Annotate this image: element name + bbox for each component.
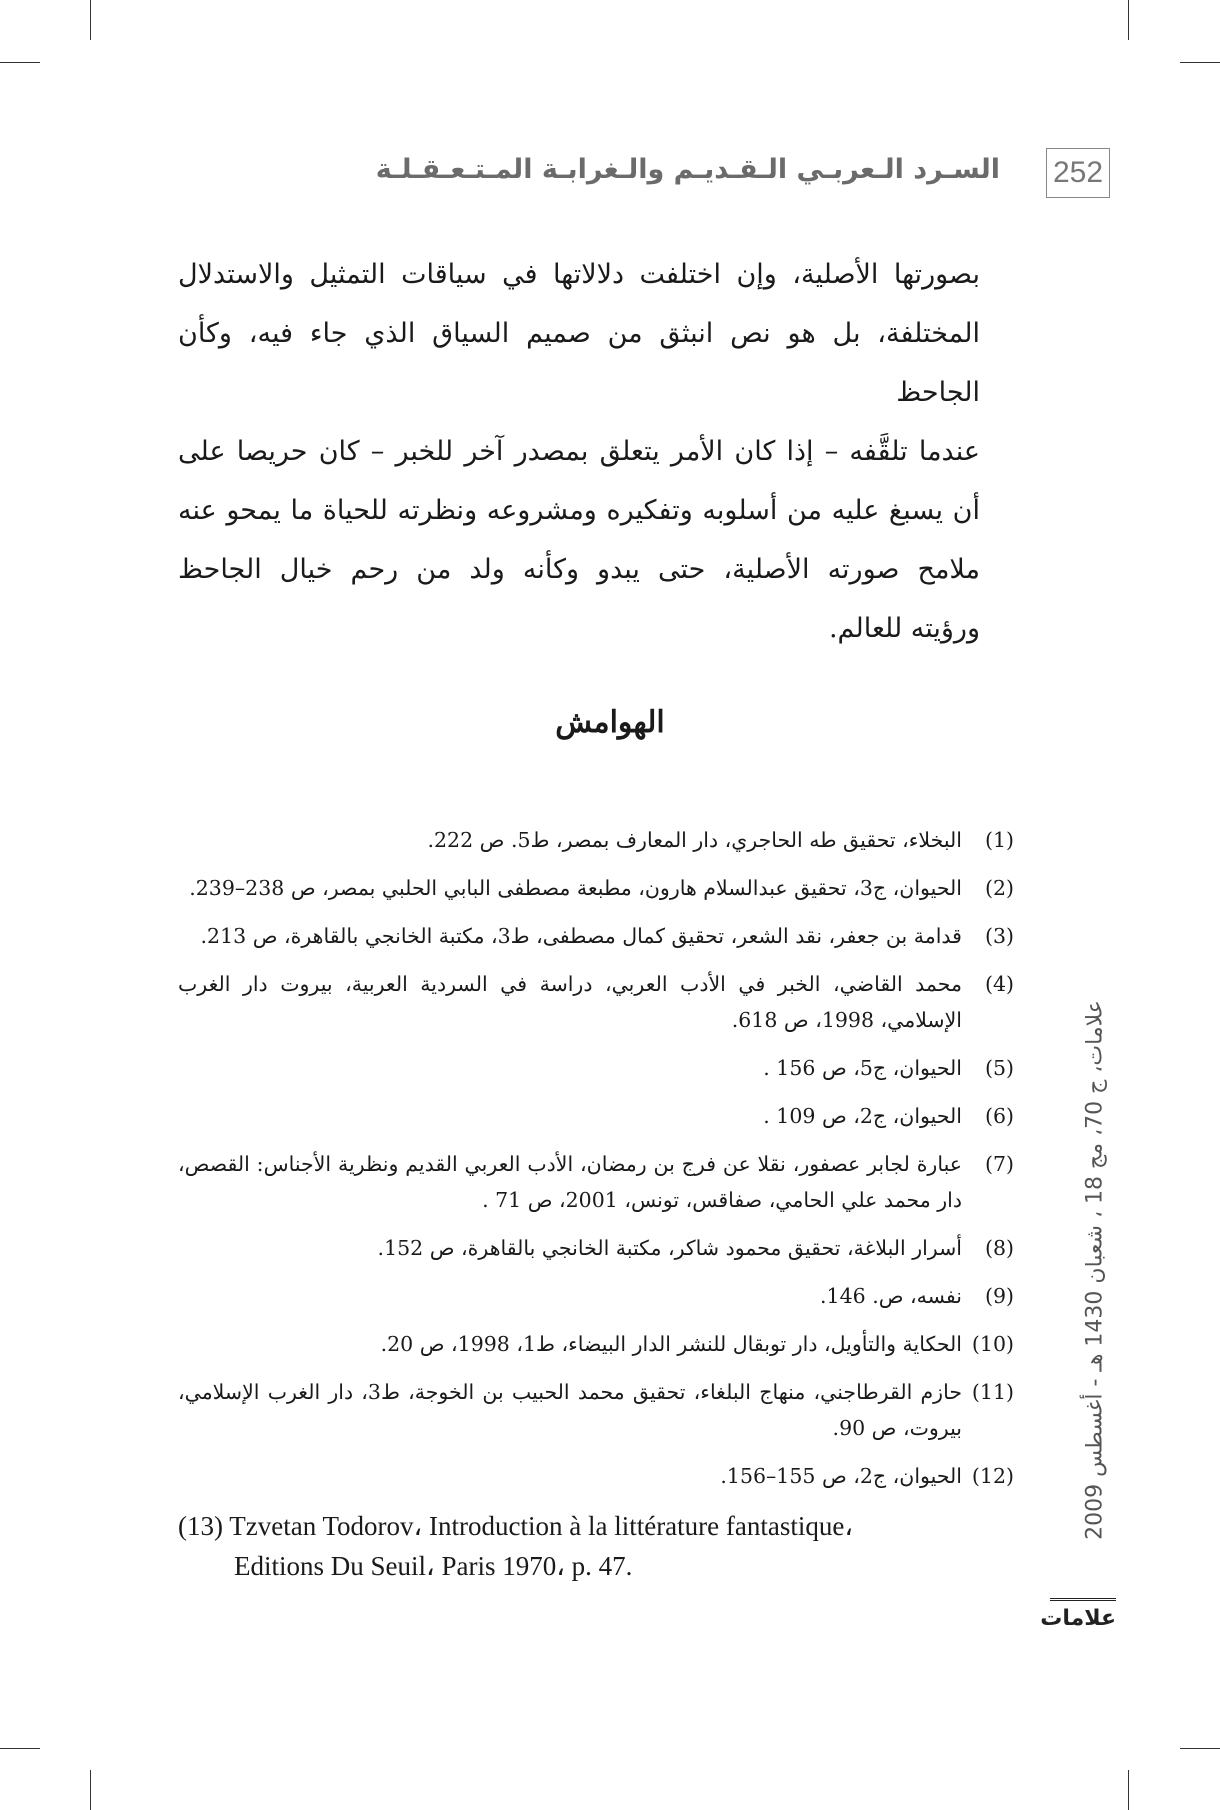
footnote [178, 1458, 1014, 1494]
footnote-number: (1) [984, 828, 1014, 852]
footnote [178, 1374, 1014, 1446]
crop-mark [1128, 1770, 1129, 1810]
footnote-number: (12) [971, 1464, 1014, 1488]
footnote-text: حازم القرطاجني، منهاج البلغاء، تحقيق محمد الحبيب بن الخوجة، ط3، دار الغرب الإسلامي، بيروت، ص 90. [178, 1380, 962, 1440]
footnote-text: نفسه، ص. 146. [820, 1284, 962, 1308]
notes-heading: الهوامش [555, 705, 665, 740]
body-line: عندما تلقَّفه – إذا كان الأمر يتعلق بمصدر آخر للخبر – كان حريصا على [178, 436, 980, 467]
crop-mark [90, 0, 91, 40]
footnote [178, 1326, 1014, 1362]
footnote-text: قدامة بن جعفر، نقد الشعر، تحقيق كمال مصطفى، ط3، مكتبة الخانجي بالقاهرة، ص 213. [200, 924, 962, 948]
body-line: ملامح صورته الأصلية، حتى يبدو وكأنه ولد من رحم خيال الجاحظ [178, 554, 980, 585]
footnote [178, 918, 1014, 954]
footnote-latin [178, 1506, 1014, 1586]
crop-mark [90, 1770, 91, 1810]
footnote-text: الحكاية والتأويل، دار توبقال للنشر الدار البيضاء، ط1، 1998، ص 20. [380, 1332, 962, 1356]
body-line: المختلفة، بل هو نص انبثق من صميم السياق الذي جاء فيه، وكأن الجاحظ [178, 318, 980, 408]
crop-mark [1180, 1748, 1220, 1749]
body-line: ورؤيته للعالم. [828, 613, 980, 644]
footnote-number: (2) [984, 876, 1014, 900]
footnote-text: (13) Tzvetan Todorov، Introduction à la littérature fantastique، [178, 1511, 854, 1541]
journal-side-info [1075, 970, 1115, 1570]
journal-issue-text: علامات، ج 70، مج 18 ، شعبان 1430 هـ - أغسطس 2009 [1082, 1000, 1108, 1540]
body-paragraph [178, 245, 980, 658]
footnotes-list [178, 822, 1014, 1598]
footnote-text: أسرار البلاغة، تحقيق محمود شاكر، مكتبة الخانجي بالقاهرة، ص 152. [377, 1236, 962, 1260]
crop-mark [1128, 0, 1129, 40]
crop-mark [1180, 62, 1220, 63]
footnote-text: البخلاء، تحقيق طه الحاجري، دار المعارف بمصر، ط5. ص 222. [427, 828, 962, 852]
footnote-number: (11) [971, 1380, 1014, 1404]
footnote-text: عبارة لجابر عصفور، نقلا عن فرج بن رمضان، الأدب العربي القديم ونظرية الأجناس: القصص، دار محمد علي الحامي، صفاقس، تونس، 2001، ص 71 . [178, 1152, 962, 1212]
footnote-number: (8) [984, 1236, 1014, 1260]
journal-logo: علامات [1050, 1598, 1116, 1641]
footnote-number: (9) [984, 1284, 1014, 1308]
footnote [178, 822, 1014, 858]
footnote [178, 870, 1014, 906]
footnote-text: Editions Du Seuil، Paris 1970، p. 47. [234, 1551, 633, 1581]
footnote [178, 966, 1014, 1038]
footnote-number: (5) [984, 1056, 1014, 1080]
footnote-text: الحيوان، ج5، ص 156 . [763, 1056, 962, 1080]
footnote [178, 1278, 1014, 1314]
footnote-text: الحيوان، ج2، ص 109 . [763, 1104, 962, 1128]
footnote-number: (4) [984, 972, 1014, 996]
footnote [178, 1098, 1014, 1134]
footnote [178, 1146, 1014, 1218]
footnote-text: محمد القاضي، الخبر في الأدب العربي، دراسة في السردية العربية، بيروت دار الغرب الإسلامي، 1998، ص 618. [178, 972, 962, 1032]
running-title: السـرد الـعربـي الـقـديـم والـغرابـة المـتـعـقـلـة [375, 154, 1000, 185]
page-number: 252 [1046, 148, 1110, 198]
footnote [178, 1230, 1014, 1266]
footnote-number: (7) [984, 1152, 1014, 1176]
footnote-text: الحيوان، ج3، تحقيق عبدالسلام هارون، مطبعة مصطفى البابي الحلبي بمصر، ص 238–239. [189, 876, 962, 900]
crop-mark [0, 1748, 40, 1749]
footnote-number: (10) [971, 1332, 1014, 1356]
footnote [178, 1050, 1014, 1086]
footnote-number: (3) [984, 924, 1014, 948]
footnote-number: (6) [984, 1104, 1014, 1128]
body-line: بصورتها الأصلية، وإن اختلفت دلالاتها في سياقات التمثيل والاستدلال [178, 259, 980, 290]
page-header [180, 148, 1120, 204]
crop-mark [0, 62, 40, 63]
footnote-text: الحيوان، ج2، ص 155–156. [720, 1464, 962, 1488]
body-line: أن يسبغ عليه من أسلوبه وتفكيره ومشروعه ونظرته للحياة ما يمحو عنه [178, 495, 980, 526]
